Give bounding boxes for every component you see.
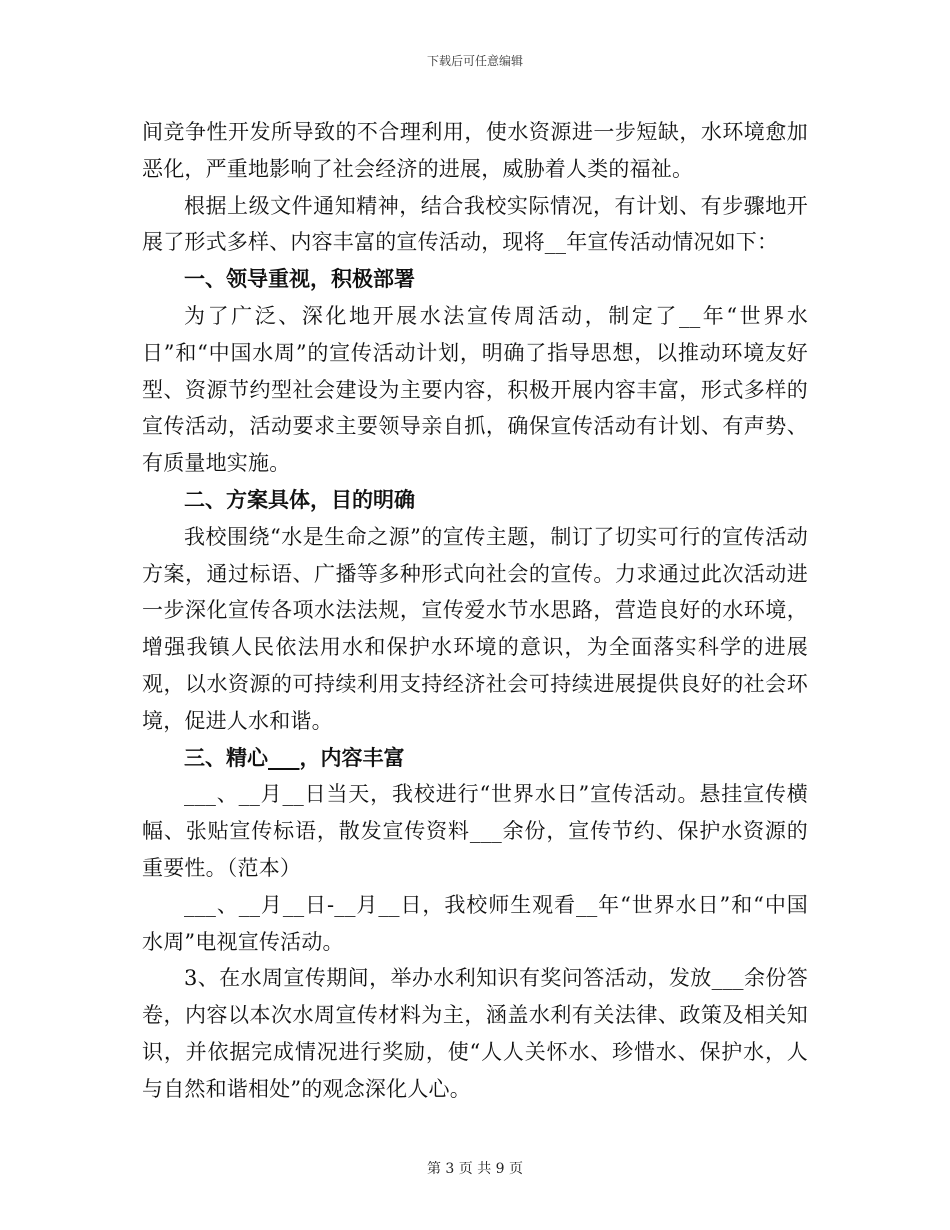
document-body [142,114,808,1108]
section-heading-3: 三、精心___，内容丰富 [184,745,405,770]
paragraph-intro: 根据上级文件通知精神，结合我校实际情况，有计划、有步骤地开展了形式多样、内容丰富的宣传活动，现将__年宣传活动情况如下： [142,193,808,255]
page-header: 下载后可任意编辑 [426,54,523,68]
paragraph-continuation: 间竞争性开发所导致的不合理利用，使水资源进一步短缺，水环境愈加恶化，严重地影响了社会经济的进展，威胁着人类的福祉。 [142,120,808,181]
page-number: 第 3 页 共 9 页 [426,1161,524,1177]
section-heading-2: 二、方案具体，目的明确 [184,487,415,512]
paragraph-item-1: ___、__月__日当天，我校进行“世界水日”宣传活动。悬挂宣传横幅、张贴宣传标语，散发宣传资料___余份，宣传节约、保护水资源的重要性。（范本） [142,782,808,880]
section-heading-1: 一、领导重视，积极部署 [184,267,415,292]
paragraph-section-2: 我校围绕“水是生命之源”的宣传主题，制订了切实可行的宣传活动方案，通过标语、广播等多种形式向社会的宣传。力求通过此次活动进一步深化宣传各项水法法规，宣传爱水节水思路，营造良好的水环境，增强我镇人民依法用水和保护水环境的意识，为全面落实科学的进展观，以水资源的可持续利用支持经济社会可持续进展提供良好的社会环境，促进人水和谐。 [142,524,808,733]
paragraph-item-2: ___、__月__日-__月__日，我校师生观看__年“世界水日”和“中国水周”电视宣传活动。 [142,892,808,954]
paragraph-section-1: 为了广泛、深化地开展水法宣传周活动，制定了__年“世界水日”和“中国水周”的宣传活动计划，明确了指导思想，以推动环境友好型、资源节约型社会建设为主要内容，积极开展内容丰富，形式多样的宣传活动，活动要求主要领导亲自抓，确保宣传活动有计划、有声势、有质量地实施。 [142,303,808,476]
paragraph-item-3: 3、在水周宣传期间，举办水利知识有奖问答活动，发放___余份答卷，内容以本次水周宣传材料为主，涵盖水利有关法律、政策及相关知识，并依据完成情况进行奖励，使“人人关怀水、珍惜水、保护水，人与自然和谐相处”的观念深化人心。 [142,966,808,1101]
